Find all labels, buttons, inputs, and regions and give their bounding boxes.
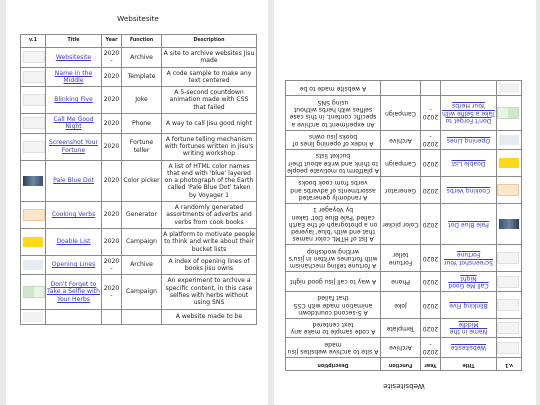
table-body	[286, 81, 522, 358]
header-title: Title	[441, 358, 497, 371]
table-row	[286, 177, 522, 204]
project-title-link[interactable]: Name in the Middle	[449, 321, 488, 336]
thumbnail-cell	[497, 338, 522, 358]
header-title: Title	[46, 35, 102, 48]
thumbnail-image	[497, 252, 519, 264]
function-cell	[381, 81, 421, 96]
document-page-left	[6, 0, 268, 405]
description-cell: A website made to be	[286, 81, 381, 96]
thumbnail-cell	[21, 228, 46, 255]
thumbnail-image	[23, 117, 45, 129]
thumbnail-cell	[497, 130, 522, 150]
table-row	[21, 255, 257, 275]
thumbnail-cell	[21, 114, 46, 134]
thumbnail-cell	[497, 81, 522, 96]
table-body	[21, 48, 257, 325]
thumbnail-cell	[497, 203, 522, 244]
thumbnail-cell	[497, 318, 522, 338]
description-cell: A randomly generated assortments of adverbs and verbs from cook books	[286, 177, 381, 204]
year-cell: 2020	[102, 67, 122, 87]
description-cell: A index of opening lines of books Jisu owns	[286, 130, 381, 150]
title-cell	[46, 255, 102, 275]
title-cell	[46, 67, 102, 87]
year-cell: 2020	[102, 228, 122, 255]
title-cell	[441, 338, 497, 358]
thumbnail-image	[23, 237, 43, 247]
title-cell	[46, 202, 102, 229]
project-title-link[interactable]: Name in the Middle	[54, 69, 93, 84]
thumbnail-image	[23, 94, 45, 106]
thumbnail-image	[497, 184, 519, 196]
table-row	[21, 87, 257, 114]
thumbnail-image	[23, 141, 45, 153]
table-row	[21, 114, 257, 134]
year-cell: 2020-	[421, 338, 441, 358]
year-cell	[102, 309, 122, 324]
thumbnail-cell	[21, 133, 46, 160]
function-cell: Joke	[381, 291, 421, 318]
title-cell	[441, 177, 497, 204]
table-row	[286, 150, 522, 177]
table-row	[21, 202, 257, 229]
title-cell	[441, 203, 497, 244]
year-cell: 2020-	[102, 48, 122, 68]
title-cell	[441, 81, 497, 96]
header-description: Description	[162, 35, 257, 48]
project-title-link[interactable]: Cooking Verbs	[51, 211, 96, 219]
title-cell	[46, 309, 102, 324]
thumbnail-image	[497, 299, 519, 311]
table-row	[21, 48, 257, 68]
description-cell: A 5-second countdown animation made with CSS that failed	[286, 291, 381, 318]
table-row	[286, 245, 522, 272]
thumbnail-image	[499, 83, 519, 93]
year-cell: 2020	[102, 133, 122, 160]
title-cell	[46, 114, 102, 134]
description-cell: A index of opening lines of books Jisu owns	[162, 255, 257, 275]
title-cell	[441, 96, 497, 130]
thumbnail-image	[499, 219, 519, 229]
thumbnail-image	[23, 260, 43, 270]
project-title-link[interactable]: Screenshot Your Fortune	[443, 251, 494, 266]
table-row	[21, 228, 257, 255]
project-title-link[interactable]: Websitesite	[450, 344, 487, 352]
year-cell: 2020	[421, 272, 441, 292]
function-cell: Archive	[381, 338, 421, 358]
function-cell: Color picker	[381, 203, 421, 244]
year-cell: 2020-	[421, 130, 441, 150]
function-cell: Archive	[381, 130, 421, 150]
thumbnail-cell	[21, 275, 46, 309]
function-cell: Phone	[122, 114, 162, 134]
thumbnail-cell	[497, 272, 522, 292]
table-row	[286, 81, 522, 96]
function-cell: Fortune teller	[381, 245, 421, 272]
table-row	[21, 67, 257, 87]
description-cell: A site to archive websites Jisu made	[162, 48, 257, 68]
table-row	[286, 96, 522, 130]
title-cell	[441, 150, 497, 177]
title-cell	[441, 245, 497, 272]
function-cell: Archive	[122, 255, 162, 275]
year-cell: 2020	[102, 160, 122, 201]
table-row	[286, 291, 522, 318]
function-cell: Joke	[122, 87, 162, 114]
thumbnail-image	[23, 71, 45, 83]
title-cell	[441, 272, 497, 292]
description-cell: An experiment to archive a specific content, in this case selfies with herbs without using SNS	[162, 275, 257, 309]
table-row	[21, 309, 257, 324]
document-title: Websitesite	[117, 14, 159, 23]
project-title-link[interactable]: Pale Blue Dot	[53, 177, 94, 185]
thumbnail-image	[23, 176, 43, 186]
function-cell: Generator	[381, 177, 421, 204]
function-cell: Template	[122, 67, 162, 87]
document-page-right	[274, 0, 536, 405]
title-cell	[46, 160, 102, 201]
function-cell: Fortune teller	[122, 133, 162, 160]
project-title-link[interactable]: Opening Lines	[446, 136, 491, 144]
thumbnail-cell	[21, 309, 46, 324]
function-cell: Color picker	[122, 160, 162, 201]
rotated-page-content	[274, 0, 536, 405]
function-cell: Campaign	[122, 275, 162, 309]
thumbnail-image	[23, 286, 45, 298]
table-row	[286, 130, 522, 150]
thumbnail-image	[497, 322, 519, 334]
thumbnail-cell	[21, 67, 46, 87]
header-year: Year	[421, 358, 441, 371]
table-row	[286, 272, 522, 292]
table-row	[21, 160, 257, 201]
thumbnail-image	[497, 342, 519, 354]
thumbnail-cell	[21, 255, 46, 275]
header-v1: v.1	[497, 358, 522, 371]
function-cell	[122, 309, 162, 324]
table-header-row	[286, 358, 522, 371]
function-cell: Campaign	[381, 150, 421, 177]
year-cell: 2020	[102, 87, 122, 114]
year-cell: 2020	[102, 114, 122, 134]
table-row	[286, 318, 522, 338]
project-title-link[interactable]: Cooking Verbs	[446, 186, 491, 194]
title-cell	[441, 291, 497, 318]
thumbnail-cell	[497, 96, 522, 130]
year-cell: 2020	[421, 203, 441, 244]
year-cell: 2020-	[102, 255, 122, 275]
thumbnail-cell	[497, 291, 522, 318]
year-cell: 2020	[421, 318, 441, 338]
description-cell: A code sample to make any text centered	[162, 67, 257, 87]
header-function: Function	[122, 35, 162, 48]
function-cell: Generator	[122, 202, 162, 229]
description-cell: A fortune telling mechanism with fortunes written in Jisu's writing workshop	[162, 133, 257, 160]
projects-table	[285, 80, 522, 371]
thumbnail-cell	[21, 202, 46, 229]
year-cell: 2020-	[421, 96, 441, 130]
description-cell: A platform to motivate people to think and write about their bucket lists	[162, 228, 257, 255]
project-title-link[interactable]: Opening Lines	[51, 261, 96, 269]
year-cell	[421, 81, 441, 96]
thumbnail-image	[497, 107, 519, 119]
year-cell: 2020-	[102, 275, 122, 309]
description-cell: A site to archive websites Jisu made	[286, 338, 381, 358]
project-title-link[interactable]: Pale Blue Dot	[448, 220, 489, 228]
document-sheet	[286, 80, 522, 395]
year-cell: 2020	[102, 202, 122, 229]
function-cell: Campaign	[381, 96, 421, 130]
thumbnail-cell	[21, 87, 46, 114]
description-cell: A code sample to make any text centered	[286, 318, 381, 338]
title-cell	[46, 133, 102, 160]
header-year: Year	[102, 35, 122, 48]
thumbnail-image	[23, 51, 45, 63]
title-cell	[441, 130, 497, 150]
table-row	[21, 275, 257, 309]
function-cell: Phone	[381, 272, 421, 292]
header-function: Function	[381, 358, 421, 371]
thumbnail-cell	[497, 245, 522, 272]
thumbnail-image	[497, 276, 519, 288]
function-cell: Archive	[122, 48, 162, 68]
project-title-link[interactable]: Screenshot Your Fortune	[48, 139, 99, 154]
project-title-link[interactable]: Blinking Five	[54, 96, 93, 104]
title-cell	[46, 228, 102, 255]
function-cell: Campaign	[122, 228, 162, 255]
table-row	[286, 338, 522, 358]
function-cell: Template	[381, 318, 421, 338]
title-cell	[441, 318, 497, 338]
description-cell: A way to call Jisu good night	[162, 114, 257, 134]
title-cell	[46, 275, 102, 309]
project-title-link[interactable]: Doable List	[451, 159, 486, 167]
year-cell: 2020	[421, 245, 441, 272]
description-cell: A way to call Jisu good night	[286, 272, 381, 292]
description-cell: A 5-second countdown animation made with CSS that failed	[162, 87, 257, 114]
title-cell	[46, 48, 102, 68]
year-cell: 2020	[421, 177, 441, 204]
description-cell: A fortune telling mechanism with fortunes written in Jisu's writing workshop	[286, 245, 381, 272]
document-title: Websitesite	[383, 382, 425, 391]
project-title-link[interactable]: Doable List	[56, 238, 91, 246]
thumbnail-cell	[21, 160, 46, 201]
table-row	[21, 133, 257, 160]
thumbnail-image	[499, 135, 519, 145]
document-sheet	[20, 10, 256, 325]
header-v1: v.1	[21, 35, 46, 48]
description-cell: A list of HTML color names that end with 'blue' layered on a photograph of the Earth called 'Pale Blue Dot' taken by Voyager 1	[162, 160, 257, 201]
project-title-link[interactable]: Call Me Good Night	[53, 116, 94, 131]
projects-table	[20, 34, 257, 325]
description-cell: An experiment to archive a specific content, in this case selfies with herbs without using SNS	[286, 96, 381, 130]
thumbnail-cell	[21, 48, 46, 68]
table-header-row	[21, 35, 257, 48]
thumbnail-cell	[497, 150, 522, 177]
header-description: Description	[286, 358, 381, 371]
year-cell: 2020	[421, 150, 441, 177]
project-title-link[interactable]: Don't Forget to Take a Selfie with Your Herbs	[442, 102, 495, 124]
description-cell: A randomly generated assortments of adverbs and verbs from cook books	[162, 202, 257, 229]
thumbnail-cell	[497, 177, 522, 204]
project-title-link[interactable]: Websitesite	[55, 53, 92, 61]
description-cell: A platform to motivate people to think and write about their bucket lists	[286, 150, 381, 177]
title-cell	[46, 87, 102, 114]
project-title-link[interactable]: Blinking Five	[449, 301, 488, 309]
project-title-link[interactable]: Don't Forget to Take a Selfie with Your Herbs	[47, 281, 100, 303]
project-title-link[interactable]: Call Me Good Night	[448, 274, 489, 289]
year-cell: 2020	[421, 291, 441, 318]
thumbnail-image	[23, 312, 43, 322]
thumbnail-image	[499, 158, 519, 168]
table-row	[286, 203, 522, 244]
description-cell: A website made to be	[162, 309, 257, 324]
thumbnail-image	[23, 209, 45, 221]
description-cell: A list of HTML color names that end with 'blue' layered on a photograph of the Earth called 'Pale Blue Dot' taken by Voyager 1	[286, 203, 381, 244]
